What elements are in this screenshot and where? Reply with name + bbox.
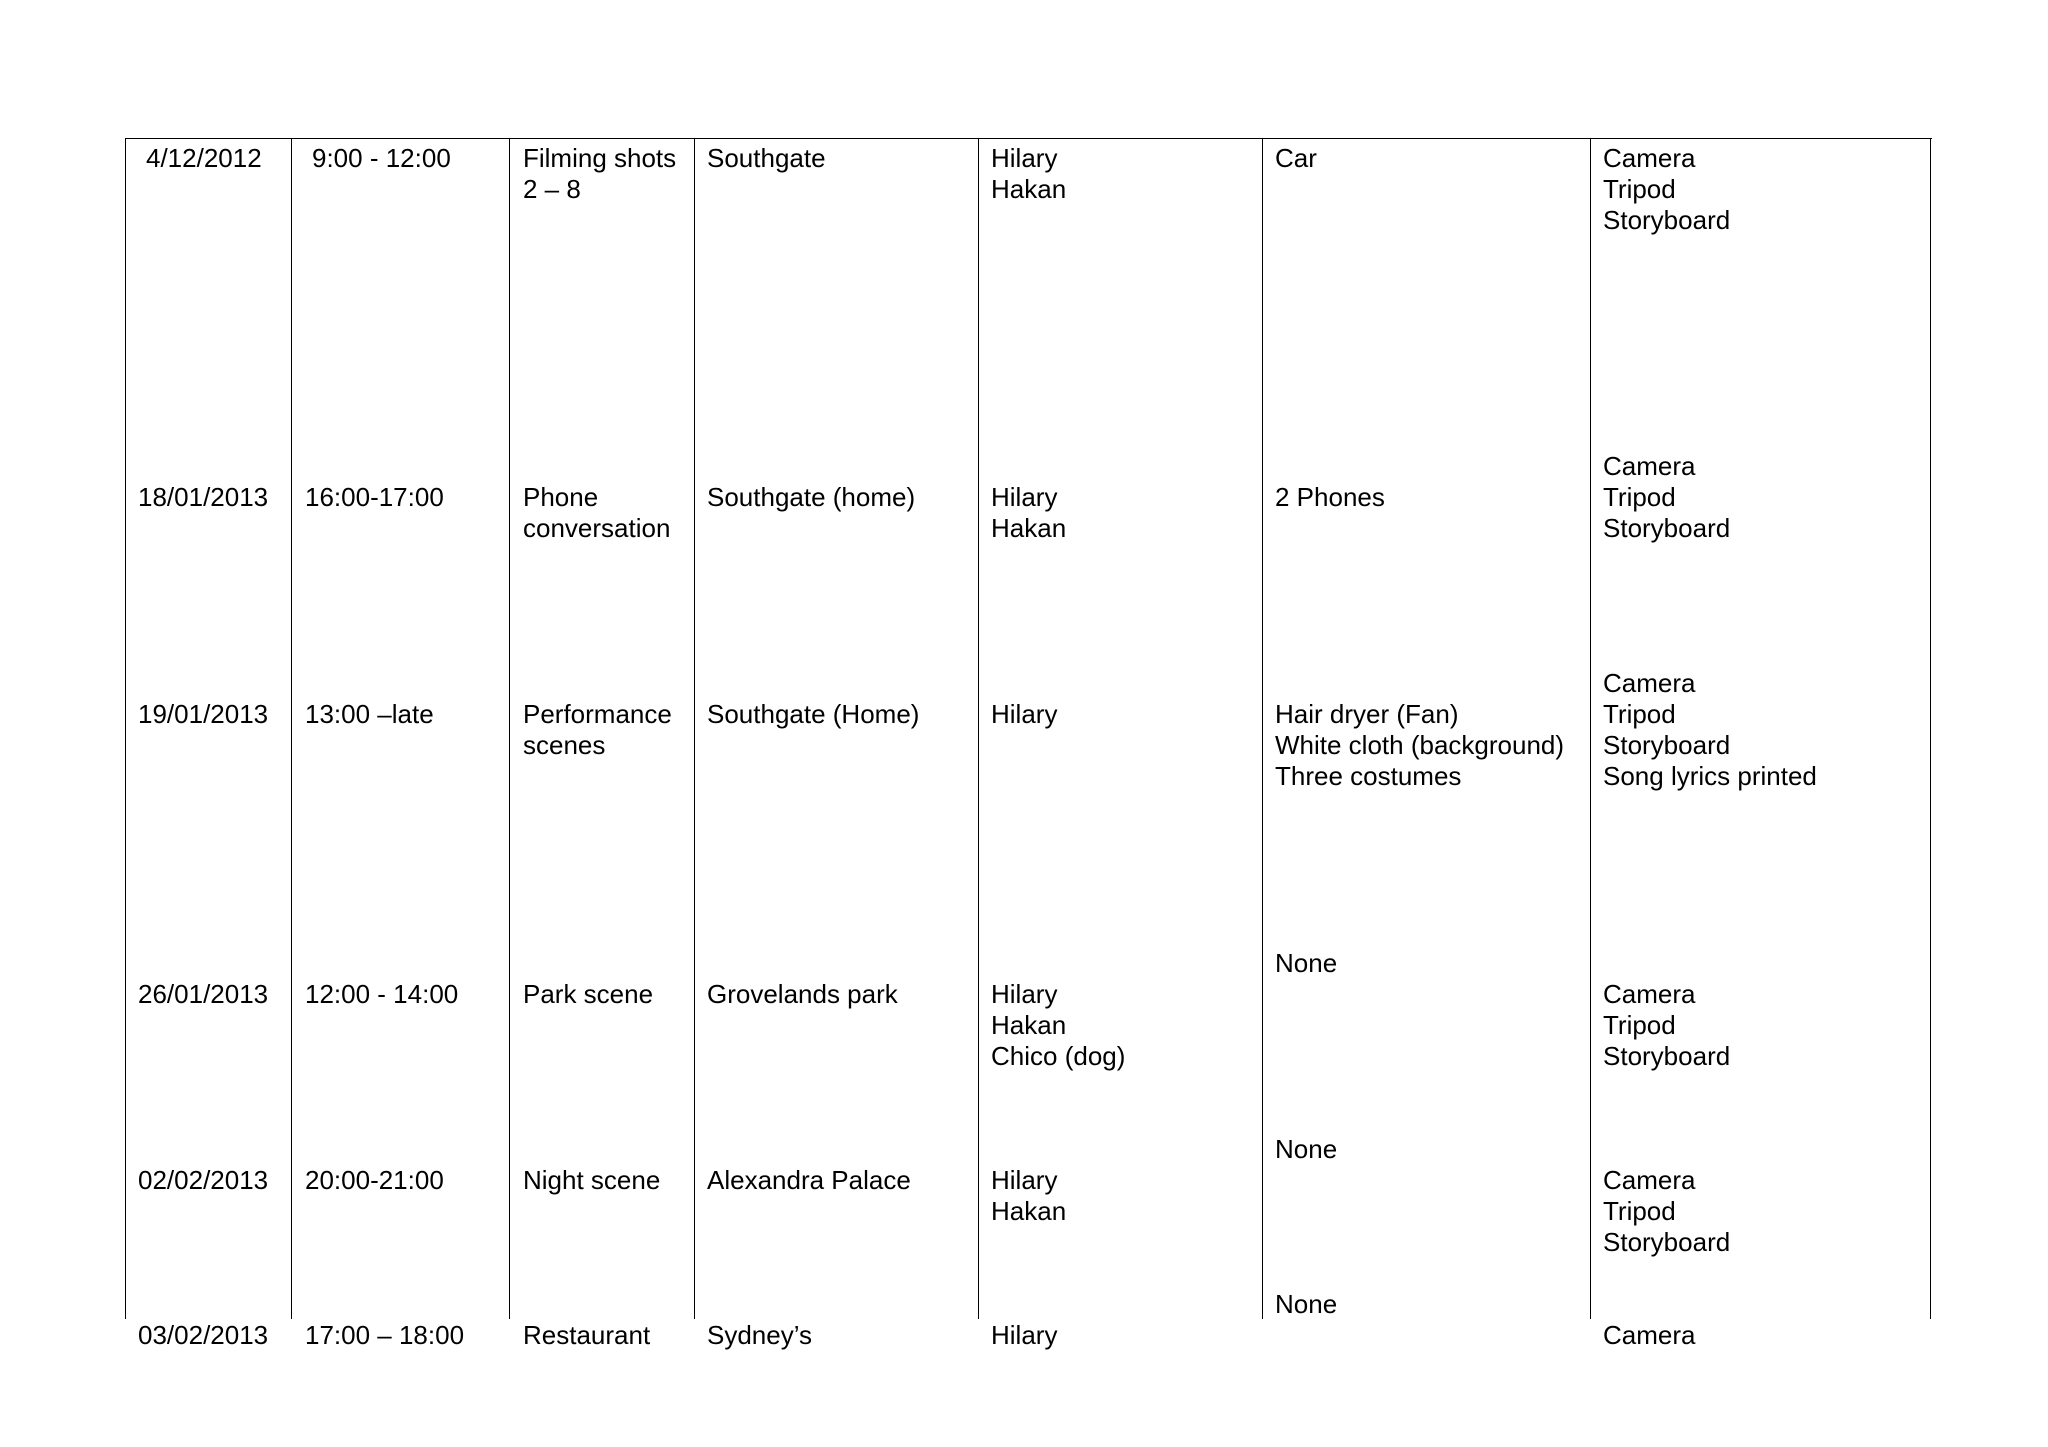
date-cell: 4/12/2012 <box>146 143 262 173</box>
cast-cell: Hilary <box>991 1320 1058 1350</box>
time-cell: 20:00-21:00 <box>305 1165 444 1195</box>
date-cell: 03/02/2013 <box>138 1320 269 1350</box>
location-cell: Sydney’s <box>707 1320 813 1350</box>
cast-cell: Hilary Hakan <box>991 1165 1067 1226</box>
equipment-cell: Camera Tripod Storyboard Song lyrics printed <box>1603 668 1817 791</box>
time-cell: 17:00 – 18:00 <box>305 1320 465 1350</box>
time-cell: 9:00 - 12:00 <box>312 143 451 173</box>
props-cell: 2 Phones <box>1275 482 1385 512</box>
location-cell: Grovelands park <box>707 979 898 1009</box>
column-divider <box>694 139 695 1319</box>
scene-cell: Night scene <box>523 1165 661 1195</box>
scene-cell: Performance scenes <box>523 699 672 760</box>
equipment-cell: Camera Tripod Storyboard <box>1603 451 1731 543</box>
column-divider <box>1590 139 1591 1319</box>
equipment-cell: Camera <box>1603 1320 1696 1350</box>
time-cell: 13:00 –late <box>305 699 434 729</box>
scene-cell: Filming shots 2 – 8 <box>523 143 677 204</box>
time-cell: 12:00 - 14:00 <box>305 979 459 1009</box>
date-cell: 02/02/2013 <box>138 1165 269 1195</box>
scene-cell: Restaurant <box>523 1320 651 1350</box>
date-cell: 18/01/2013 <box>138 482 269 512</box>
scene-cell: Park scene <box>523 979 654 1009</box>
column-divider <box>978 139 979 1319</box>
location-cell: Alexandra Palace <box>707 1165 911 1195</box>
props-cell: None <box>1275 948 1338 978</box>
location-cell: Southgate (Home) <box>707 699 920 729</box>
date-cell: 19/01/2013 <box>138 699 269 729</box>
props-cell: Hair dryer (Fan) White cloth (background) Three costumes <box>1275 699 1565 791</box>
props-cell: Car <box>1275 143 1317 173</box>
table-border-right <box>1930 139 1931 1319</box>
props-cell: None <box>1275 1134 1338 1164</box>
equipment-cell: Camera Tripod Storyboard <box>1603 1165 1731 1257</box>
props-cell: None <box>1275 1289 1338 1319</box>
location-cell: Southgate <box>707 143 826 173</box>
equipment-cell: Camera Tripod Storyboard <box>1603 979 1731 1071</box>
time-cell: 16:00-17:00 <box>305 482 444 512</box>
date-cell: 26/01/2013 <box>138 979 269 1009</box>
table-border-left <box>125 139 126 1319</box>
cast-cell: Hilary <box>991 699 1058 729</box>
schedule-table <box>125 138 1932 1350</box>
cast-cell: Hilary Hakan <box>991 482 1067 543</box>
scene-cell: Phone conversation <box>523 482 671 543</box>
column-divider <box>291 139 292 1319</box>
equipment-cell: Camera Tripod Storyboard <box>1603 143 1731 235</box>
column-divider <box>509 139 510 1319</box>
location-cell: Southgate (home) <box>707 482 916 512</box>
cast-cell: Hilary Hakan <box>991 143 1067 204</box>
column-divider <box>1262 139 1263 1319</box>
cast-cell: Hilary Hakan Chico (dog) <box>991 979 1126 1071</box>
